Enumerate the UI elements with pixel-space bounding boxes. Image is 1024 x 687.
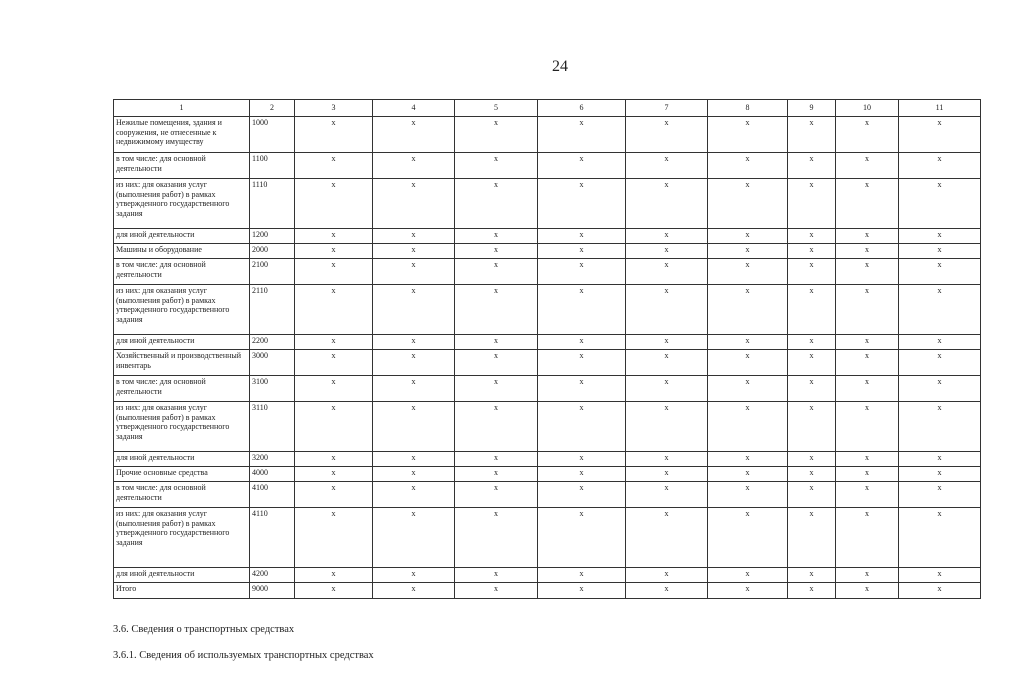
table-cell: x — [708, 117, 788, 153]
column-number-8: 8 — [708, 100, 788, 117]
section-heading-3-6-1: 3.6.1. Сведения об используемых транспортных средствах — [113, 650, 374, 661]
table-cell: x — [626, 350, 708, 376]
table-header-row — [114, 100, 981, 117]
table-cell: x — [538, 376, 626, 402]
table-cell: x — [708, 452, 788, 467]
table-cell: x — [708, 508, 788, 568]
table-row — [114, 467, 981, 482]
table-cell: x — [788, 376, 836, 402]
row-code: 1100 — [250, 153, 295, 179]
table-cell: x — [899, 244, 981, 259]
table-row — [114, 179, 981, 229]
table-row — [114, 350, 981, 376]
table-cell: x — [788, 568, 836, 583]
table-cell: x — [836, 179, 899, 229]
table-cell: x — [836, 402, 899, 452]
table-cell: x — [373, 452, 455, 467]
table-cell: x — [295, 482, 373, 508]
table-cell: x — [295, 285, 373, 335]
table-cell: x — [538, 402, 626, 452]
table-row — [114, 508, 981, 568]
table-cell: x — [788, 179, 836, 229]
table-cell: x — [538, 350, 626, 376]
row-label: из них: для оказания услуг (выполнения работ) в рамках утвержденного государственного задания — [114, 508, 250, 568]
table-cell: x — [899, 259, 981, 285]
table-cell: x — [626, 285, 708, 335]
row-code: 3100 — [250, 376, 295, 402]
table-cell: x — [708, 285, 788, 335]
table-cell: x — [538, 285, 626, 335]
table-row — [114, 335, 981, 350]
table-cell: x — [708, 229, 788, 244]
table-cell: x — [455, 229, 538, 244]
table-cell: x — [295, 568, 373, 583]
row-code: 4200 — [250, 568, 295, 583]
column-number-2: 2 — [250, 100, 295, 117]
table-cell: x — [538, 467, 626, 482]
table-cell: x — [373, 285, 455, 335]
table-cell: x — [295, 229, 373, 244]
table-cell: x — [626, 583, 708, 599]
table-cell: x — [538, 244, 626, 259]
row-label: Прочие основные средства — [114, 467, 250, 482]
table-row — [114, 452, 981, 467]
table-row — [114, 259, 981, 285]
table-cell: x — [899, 179, 981, 229]
table-cell: x — [538, 259, 626, 285]
row-label: в том числе: для основной деятельности — [114, 482, 250, 508]
table-cell: x — [626, 376, 708, 402]
row-code: 4110 — [250, 508, 295, 568]
page-number: 24 — [552, 58, 568, 75]
table-cell: x — [455, 508, 538, 568]
table-row — [114, 402, 981, 452]
row-code: 1200 — [250, 229, 295, 244]
table-cell: x — [626, 229, 708, 244]
table-cell: x — [899, 350, 981, 376]
row-label: для иной деятельности — [114, 229, 250, 244]
table-cell: x — [836, 376, 899, 402]
table-cell: x — [455, 244, 538, 259]
table-cell: x — [373, 244, 455, 259]
row-label: в том числе: для основной деятельности — [114, 153, 250, 179]
table-cell: x — [899, 452, 981, 467]
table-cell: x — [295, 335, 373, 350]
table-cell: x — [295, 259, 373, 285]
table-cell: x — [788, 402, 836, 452]
table-cell: x — [538, 335, 626, 350]
table-cell: x — [788, 583, 836, 599]
row-label: из них: для оказания услуг (выполнения работ) в рамках утвержденного государственного задания — [114, 285, 250, 335]
table-cell: x — [373, 467, 455, 482]
table-row — [114, 376, 981, 402]
table-cell: x — [788, 350, 836, 376]
table-cell: x — [836, 117, 899, 153]
table-cell: x — [708, 350, 788, 376]
table-cell: x — [455, 153, 538, 179]
table-cell: x — [455, 402, 538, 452]
table-row — [114, 229, 981, 244]
table-row — [114, 244, 981, 259]
table-row — [114, 117, 981, 153]
table-cell: x — [373, 335, 455, 350]
table-cell: x — [836, 568, 899, 583]
table-cell: x — [295, 179, 373, 229]
row-code: 3200 — [250, 452, 295, 467]
table-cell: x — [373, 153, 455, 179]
table-cell: x — [708, 335, 788, 350]
row-label: для иной деятельности — [114, 452, 250, 467]
column-number-6: 6 — [538, 100, 626, 117]
table-cell: x — [788, 482, 836, 508]
table-cell: x — [836, 508, 899, 568]
table-cell: x — [899, 229, 981, 244]
table-row — [114, 568, 981, 583]
table-cell: x — [899, 153, 981, 179]
table-cell: x — [455, 467, 538, 482]
row-code: 2200 — [250, 335, 295, 350]
table-cell: x — [626, 568, 708, 583]
table-cell: x — [295, 153, 373, 179]
table-cell: x — [899, 376, 981, 402]
row-code: 9000 — [250, 583, 295, 599]
row-label: из них: для оказания услуг (выполнения работ) в рамках утвержденного государственного задания — [114, 179, 250, 229]
table-cell: x — [836, 583, 899, 599]
row-label: Машины и оборудование — [114, 244, 250, 259]
table-cell: x — [836, 285, 899, 335]
column-number-10: 10 — [836, 100, 899, 117]
table-cell: x — [295, 376, 373, 402]
table-cell: x — [899, 402, 981, 452]
table-cell: x — [455, 117, 538, 153]
table-row — [114, 285, 981, 335]
row-label: из них: для оказания услуг (выполнения работ) в рамках утвержденного государственного задания — [114, 402, 250, 452]
table-cell: x — [899, 467, 981, 482]
table-cell: x — [788, 259, 836, 285]
row-code: 1110 — [250, 179, 295, 229]
table-cell: x — [455, 350, 538, 376]
table-cell: x — [788, 285, 836, 335]
column-number-1: 1 — [114, 100, 250, 117]
table-cell: x — [626, 452, 708, 467]
table-cell: x — [788, 452, 836, 467]
column-number-11: 11 — [899, 100, 981, 117]
row-label: для иной деятельности — [114, 335, 250, 350]
table-cell: x — [708, 179, 788, 229]
table-cell: x — [836, 452, 899, 467]
table-cell: x — [455, 583, 538, 599]
table-cell: x — [899, 482, 981, 508]
row-label: Итого — [114, 583, 250, 599]
table-cell: x — [899, 285, 981, 335]
table-cell: x — [788, 244, 836, 259]
table-cell: x — [626, 335, 708, 350]
table-cell: x — [836, 467, 899, 482]
table-cell: x — [373, 229, 455, 244]
row-code: 4100 — [250, 482, 295, 508]
table-cell: x — [626, 508, 708, 568]
table-cell: x — [373, 117, 455, 153]
table-cell: x — [788, 508, 836, 568]
table-cell: x — [373, 179, 455, 229]
table-cell: x — [455, 568, 538, 583]
table-cell: x — [708, 482, 788, 508]
table-cell: x — [836, 350, 899, 376]
row-code: 3000 — [250, 350, 295, 376]
table-cell: x — [708, 402, 788, 452]
table-cell: x — [708, 583, 788, 599]
table-cell: x — [538, 482, 626, 508]
table-cell: x — [626, 482, 708, 508]
table-cell: x — [455, 376, 538, 402]
table-cell: x — [295, 117, 373, 153]
column-number-4: 4 — [373, 100, 455, 117]
fixed-assets-table — [113, 99, 981, 599]
table-cell: x — [836, 244, 899, 259]
table-cell: x — [538, 153, 626, 179]
table-cell: x — [295, 467, 373, 482]
table-cell: x — [708, 259, 788, 285]
table-cell: x — [626, 259, 708, 285]
table-cell: x — [708, 153, 788, 179]
table-cell: x — [538, 452, 626, 467]
table-cell: x — [295, 350, 373, 376]
table-cell: x — [899, 117, 981, 153]
table-cell: x — [295, 452, 373, 467]
table-cell: x — [538, 229, 626, 244]
row-label: для иной деятельности — [114, 568, 250, 583]
section-heading-3-6: 3.6. Сведения о транспортных средствах — [113, 624, 295, 635]
column-number-9: 9 — [788, 100, 836, 117]
column-number-5: 5 — [455, 100, 538, 117]
table-cell: x — [626, 153, 708, 179]
table-row — [114, 482, 981, 508]
row-label: в том числе: для основной деятельности — [114, 376, 250, 402]
row-code: 1000 — [250, 117, 295, 153]
table-cell: x — [455, 179, 538, 229]
table-cell: x — [708, 467, 788, 482]
table-cell: x — [538, 568, 626, 583]
table-cell: x — [373, 482, 455, 508]
table-cell: x — [295, 402, 373, 452]
table-cell: x — [455, 285, 538, 335]
table-cell: x — [373, 259, 455, 285]
table-cell: x — [455, 482, 538, 508]
table-cell: x — [455, 452, 538, 467]
table-cell: x — [295, 508, 373, 568]
table-cell: x — [538, 508, 626, 568]
column-number-7: 7 — [626, 100, 708, 117]
row-label: в том числе: для основной деятельности — [114, 259, 250, 285]
table-cell: x — [538, 117, 626, 153]
row-code: 3110 — [250, 402, 295, 452]
table-cell: x — [836, 259, 899, 285]
table-cell: x — [373, 350, 455, 376]
table-cell: x — [836, 335, 899, 350]
table-cell: x — [295, 244, 373, 259]
table-cell: x — [788, 153, 836, 179]
table-cell: x — [836, 153, 899, 179]
table-cell: x — [373, 508, 455, 568]
table-cell: x — [899, 583, 981, 599]
table-cell: x — [626, 467, 708, 482]
table-cell: x — [899, 335, 981, 350]
table-cell: x — [373, 376, 455, 402]
row-code: 2110 — [250, 285, 295, 335]
table-cell: x — [836, 229, 899, 244]
table-cell: x — [538, 583, 626, 599]
table-cell: x — [788, 229, 836, 244]
row-label: Хозяйственный и производственный инвентарь — [114, 350, 250, 376]
table-cell: x — [626, 244, 708, 259]
table-cell: x — [899, 508, 981, 568]
table-cell: x — [788, 117, 836, 153]
table-cell: x — [626, 402, 708, 452]
table-cell: x — [788, 335, 836, 350]
table-cell: x — [899, 568, 981, 583]
column-number-3: 3 — [295, 100, 373, 117]
row-code: 4000 — [250, 467, 295, 482]
table-cell: x — [788, 467, 836, 482]
table-cell: x — [373, 583, 455, 599]
table-cell: x — [538, 179, 626, 229]
table-cell: x — [836, 482, 899, 508]
row-code: 2100 — [250, 259, 295, 285]
table-row — [114, 153, 981, 179]
row-label: Нежилые помещения, здания и сооружения, не отнесенные к недвижимому имуществу — [114, 117, 250, 153]
table-cell: x — [708, 568, 788, 583]
table-cell: x — [373, 402, 455, 452]
table-cell: x — [455, 259, 538, 285]
table-cell: x — [708, 244, 788, 259]
row-code: 2000 — [250, 244, 295, 259]
table-cell: x — [295, 583, 373, 599]
table-cell: x — [708, 376, 788, 402]
table-cell: x — [626, 179, 708, 229]
table-cell: x — [455, 335, 538, 350]
table-row — [114, 583, 981, 599]
table-cell: x — [626, 117, 708, 153]
table-cell: x — [373, 568, 455, 583]
